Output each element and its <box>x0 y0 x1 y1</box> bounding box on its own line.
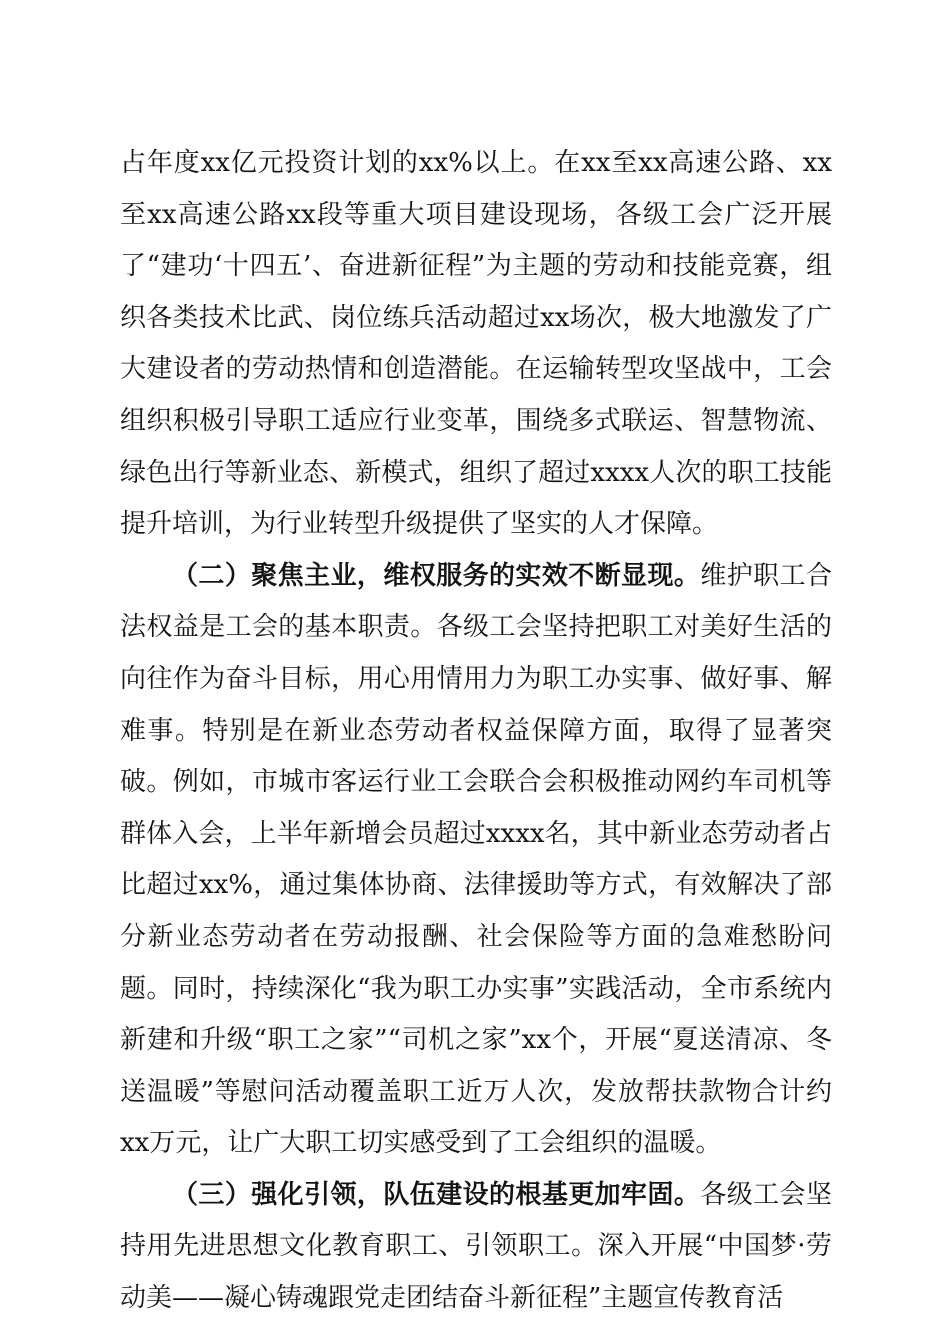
document-body <box>120 138 832 1325</box>
section-heading: （二）聚焦主业，维权服务的实效不断显现。 <box>172 560 701 591</box>
section-heading: （三）强化引领，队伍建设的根基更加牢固。 <box>172 1179 701 1210</box>
paragraph-continued <box>120 138 832 551</box>
paragraph-text: 占年度xx亿元投资计划的xx%以上。在xx至xx高速公路、xx至xx高速公路xx段等重大项目建设现场，各级工会广泛开展了“建功‘十四五’、奋进新征程”为主题的劳动和技能竞赛，组织各类技术比武、岗位练兵活动超过xx场次，极大地激发了广大建设者的劳动热情和创造潜能。在运输转型攻坚战中，工会组织积极引导职工适应行业变革，围绕多式联运、智慧物流、绿色出行等新业态、新模式，组织了超过xxxx人次的职工技能提升培训，为行业转型升级提供了坚实的人才保障。 <box>120 148 832 540</box>
paragraph-text: 各级工会坚持用先进思想文化教育职工、引领职工。深入开展“中国梦·劳动美——凝心铸魂跟党走团结奋斗新征程”主题宣传教育活 <box>120 1179 832 1314</box>
paragraph-text: 维护职工合法权益是工会的基本职责。各级工会坚持把职工对美好生活的向往作为奋斗目标，用心用情用力为职工办实事、做好事、解难事。特别是在新业态劳动者权益保障方面，取得了显著突破。例如，市城市客运行业工会联合会积极推动网约车司机等群体入会，上半年新增会员超过xxxx名，其中新业态劳动者占比超过xx%，通过集体协商、法律援助等方式，有效解决了部分新业态劳动者在劳动报酬、社会保险等方面的急难愁盼问题。同时，持续深化“我为职工办实事”实践活动，全市系统内新建和升级“职工之家”“司机之家”xx个，开展“夏送清凉、冬送温暖”等慰问活动覆盖职工近万人次，发放帮扶款物合计约xx万元，让广大职工切实感受到了工会组织的温暖。 <box>120 560 832 1159</box>
paragraph-section-2 <box>120 551 832 1170</box>
paragraph-section-3 <box>120 1170 832 1325</box>
